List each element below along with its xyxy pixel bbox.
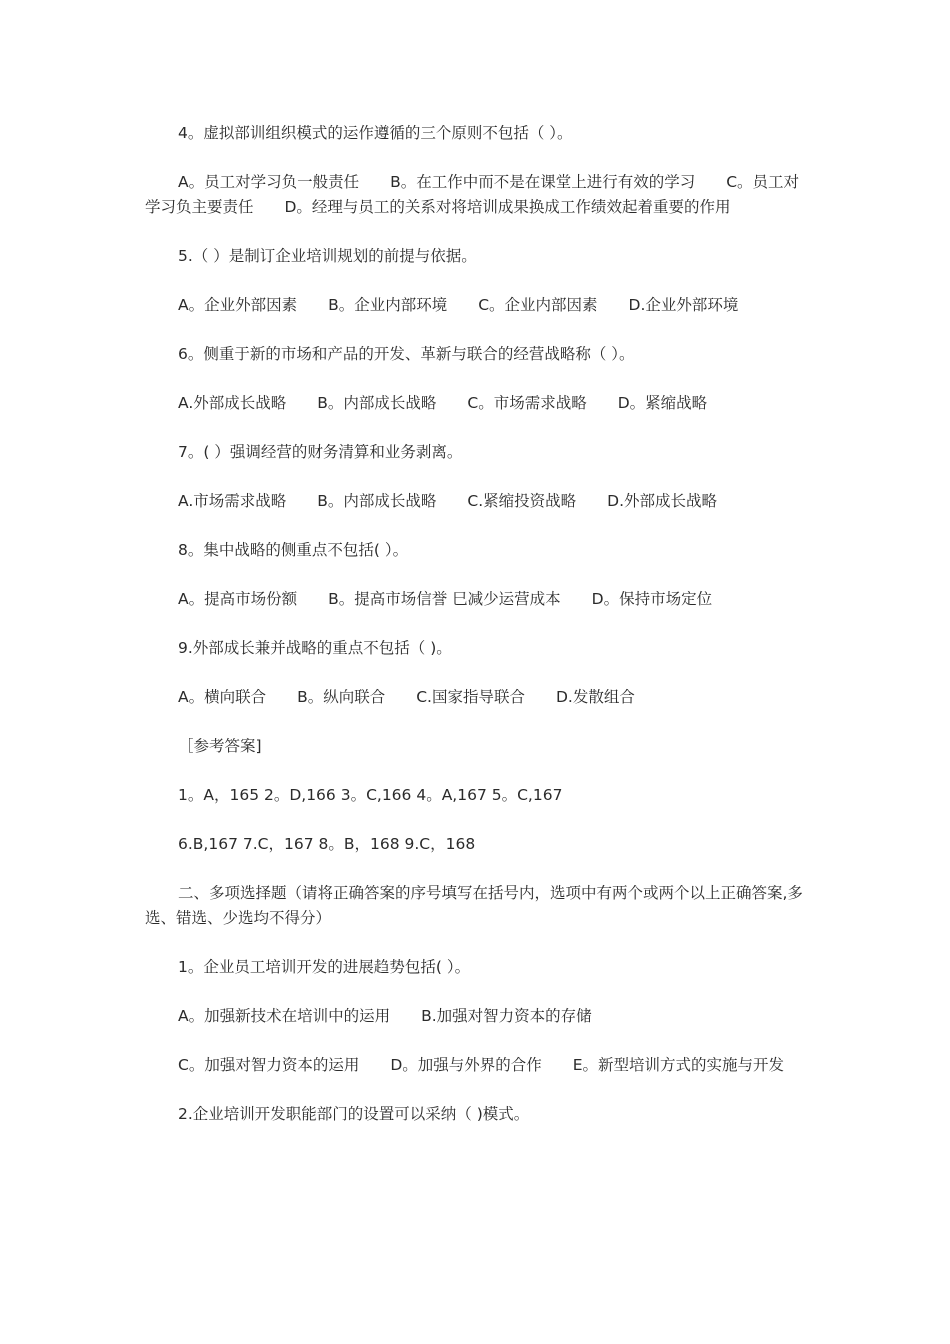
question-4: 4。虚拟部训组织模式的运作遵循的三个原则不包括（ ）。 (178, 124, 573, 142)
document-page (145, 121, 805, 1151)
answer-key-line-2: 6.B,167 7.C，167 8。B，168 9.C，168 (178, 835, 476, 853)
mc-question-2: 2.企业培训开发职能部门的设置可以采纳（ )模式。 (178, 1105, 530, 1123)
mc-question-1: 1。企业员工培训开发的进展趋势包括( ）。 (178, 958, 471, 976)
question-9: 9.外部成长兼并战略的重点不包括（ )。 (178, 639, 452, 657)
question-7-options: A.市场需求战略 B。内部成长战略 C.紧缩投资战略 D.外部成长战略 (178, 492, 718, 510)
question-6-options: A.外部成长战略 B。内部成长战略 C。市场需求战略 D。紧缩战略 (178, 394, 708, 412)
question-6: 6。侧重于新的市场和产品的开发、革新与联合的经营战略称（ ）。 (178, 345, 635, 363)
question-8: 8。集中战略的侧重点不包括( ）。 (178, 541, 409, 559)
question-7: 7。( ）强调经营的财务清算和业务剥离。 (178, 443, 463, 461)
section-multiple-choice-heading: 二、多项选择题（请将正确答案的序号填写在括号内，选项中有两个或两个以上正确答案,多选、错选、少选均不得分） (145, 884, 803, 927)
answer-key-heading: ［参考答案] (178, 737, 262, 755)
question-8-options: A。提高市场份额 B。提高市场信誉 巳减少运营成本 D。保持市场定位 (178, 590, 713, 608)
question-5-options: A。企业外部因素 B。企业内部环境 C。企业内部因素 D.企业外部环境 (178, 296, 739, 314)
question-9-options: A。横向联合 B。纵向联合 C.国家指导联合 D.发散组合 (178, 688, 635, 706)
question-5: 5.（ ）是制订企业培训规划的前提与依据。 (178, 247, 477, 265)
question-4-options: A。员工对学习负一般责任 B。在工作中而不是在课堂上进行有效的学习 C。员工对学习负主要责任 D。经理与员工的关系对将培训成果换成工作绩效起着重要的作用 (145, 173, 800, 216)
answer-key-line-1: 1。A，165 2。D,166 3。C,166 4。A,167 5。C,167 (178, 786, 563, 804)
mc-question-1-options-a-b: A。加强新技术在培训中的运用 B.加强对智力资本的存储 (178, 1007, 592, 1025)
mc-question-1-options-c-e: C。加强对智力资本的运用 D。加强与外界的合作 E。新型培训方式的实施与开发 (178, 1056, 785, 1074)
